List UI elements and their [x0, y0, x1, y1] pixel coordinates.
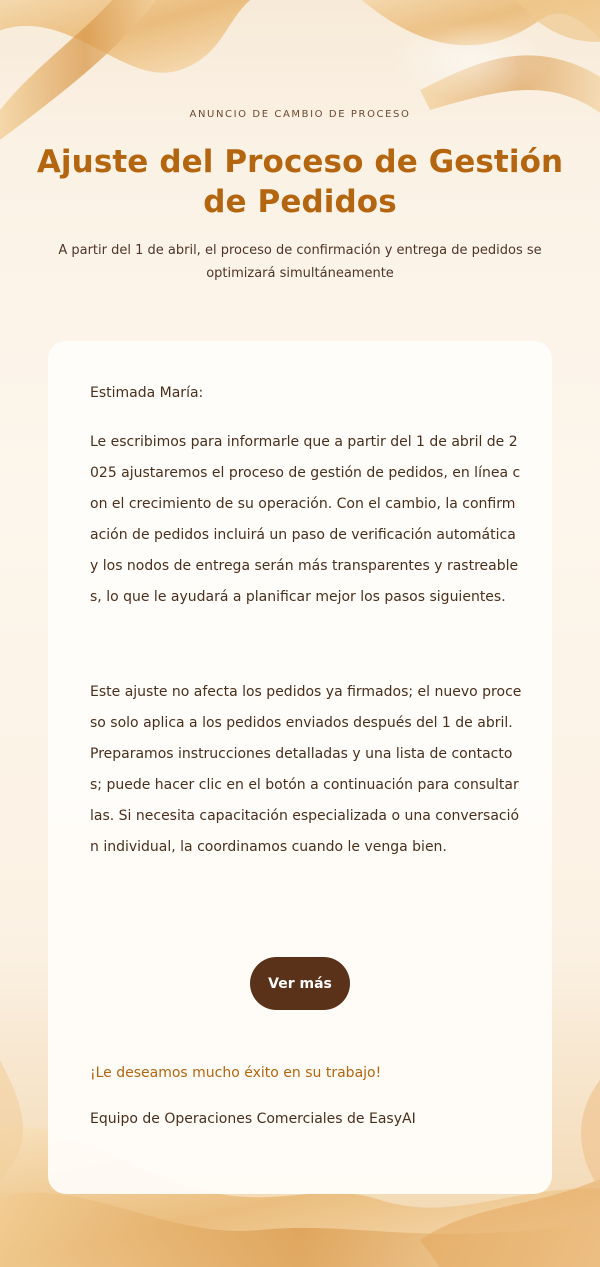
body-paragraph-1: Le escribimos para informarle que a partir del 1 de abril de 2025 ajustaremos el proceso de gestión de pedidos, en línea con el crecimiento de su operación. Con el cambio, la confirmación de pedidos incluirá un paso de verificación automática y los nodos de entrega serán más transparentes y rastreables, lo que le ayudará a planificar mejor los pasos siguientes. [90, 434, 521, 605]
body-paragraph-2: Este ajuste no afecta los pedidos ya firmados; el nuevo proceso solo aplica a los pedidos enviados después del 1 de abril. Preparamos instrucciones detalladas y una lista de contactos; puede hacer clic en el botón a continuación para consultarlas. Si necesita capacitación especializada o una conversación individual, la coordinamos cuando le venga bien. [90, 684, 522, 855]
page-title: Ajuste del Proceso de Gestión de Pedidos [36, 144, 564, 220]
greeting: Estimada María: [90, 385, 204, 401]
message-card [48, 341, 552, 1194]
announcement-eyebrow: ANUNCIO DE CAMBIO DE PROCESO [189, 109, 411, 120]
closing-wish: ¡Le deseamos mucho éxito en su trabajo! [90, 1065, 382, 1081]
page-subtitle: A partir del 1 de abril, el proceso de confirmación y entrega de pedidos se optimizará simultáneamente [58, 243, 542, 281]
see-more-button[interactable]: Ver más [250, 957, 350, 1010]
signature-team: Equipo de Operaciones Comerciales de EasyAI [90, 1111, 416, 1127]
